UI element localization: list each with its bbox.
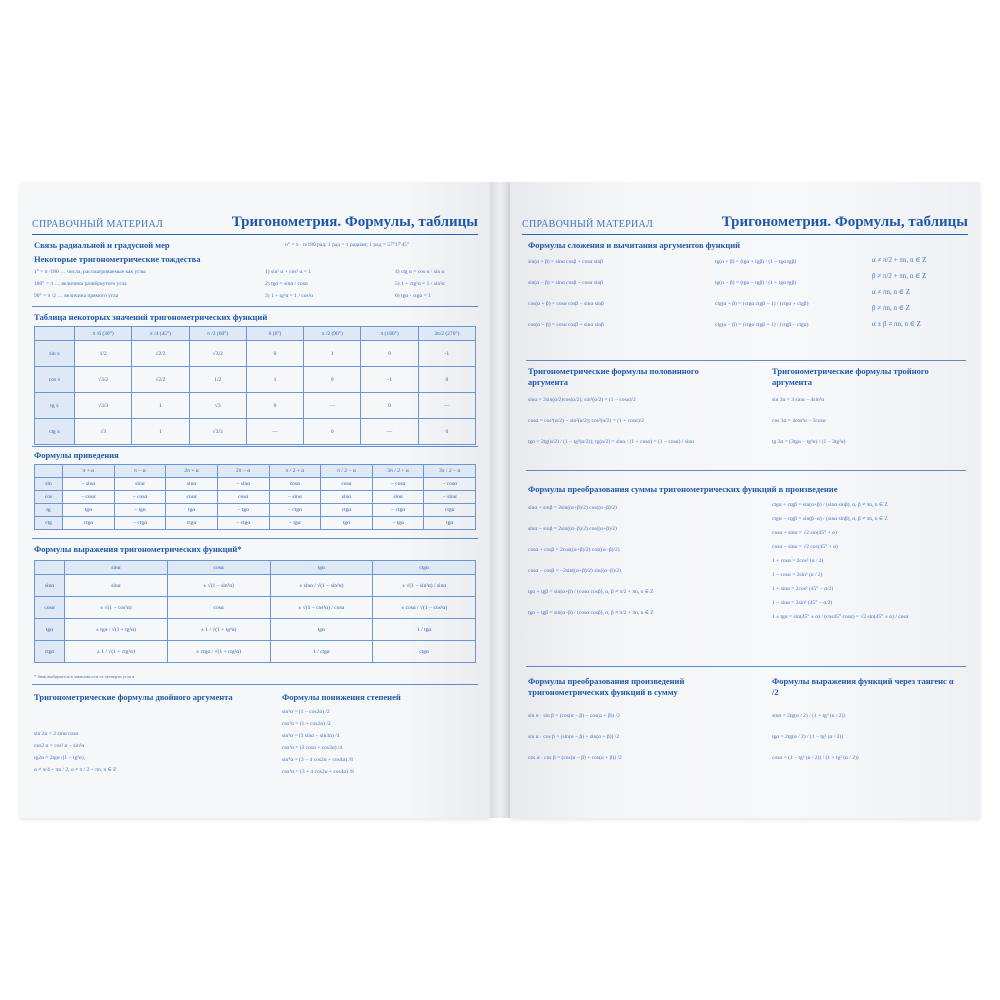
identity-line: 2) tgα = sinα / cosα [265,281,308,287]
table-row [35,619,476,641]
header-cell: π / 2 + α [269,465,321,478]
header-cell: sinα [65,561,168,575]
formula-line: cosα = cos²(α/2) − sin²(α/2); cos²(α/2) = (1 + cosα)/2 [528,418,644,424]
header-cell [35,327,75,341]
formula-line: α ≠ π/4 + πn / 2, α ≠ π / 2 + πn, n ∈ Z [34,767,117,773]
power-reduction-formulas [282,706,354,778]
table-cell: ± 1 / √(1 + ctg²α) [65,641,168,663]
section-addition: Формулы сложения и вычитания аргументов функций [528,240,741,250]
table-header-row [35,465,476,478]
table-cell: ctgα [373,641,476,663]
table-cell: − tgα [372,517,424,530]
addition-conditions [872,252,926,332]
formula-line: 1 − sinα = 2sin² (45° − α/2) [772,600,833,606]
condition-line: β ≠ π/2 + πn, n ∈ Z [872,272,927,280]
right-header-label: СПРАВОЧНЫЙ МАТЕРИАЛ [522,219,654,230]
table-cell: ± tgα / √(1 + tg²α) [65,619,168,641]
row-header: tg [35,504,63,517]
table-cell: 0 [418,419,475,445]
header-cell: 3π / 2 − α [424,465,476,478]
product-to-sum-formulas [528,706,622,769]
header-cell: π / 2 − α [321,465,373,478]
left-header-label: СПРАВОЧНЫЙ МАТЕРИАЛ [32,219,164,230]
reduction-table [34,464,476,530]
table-cell: cosα [269,478,321,491]
radian-formula: n° = π · n/180 рад; 1 рад = 1 радиан; 1 рад = 57°17'45" [285,242,410,248]
right-page-header [522,206,968,235]
formula-line: cosα = (1 − tg² (α / 2)) / (1 + tg² (α / 2)) [772,755,859,761]
table-cell: − sinα [424,491,476,504]
identity-line: 90° = π /2 … величина прямого угла [34,293,119,299]
table-row [35,641,476,663]
identity-line: 5) 1 + ctg²α = 1 / sin²α [395,281,445,287]
table-cell: 1 / ctgα [270,641,373,663]
section-identities: Некоторые тригонометрические тождества [34,254,201,264]
table-cell: 0 [418,367,475,393]
header-cell: π /4 (45°) [132,327,189,341]
formula-line: sin α · sin β = (cos(α − β) − cos(α + β)) /2 [528,713,620,719]
section-power-reduction: Формулы понижения степеней [282,692,401,702]
header-cell: cosα [167,561,270,575]
table-cell: 1 [132,419,189,445]
section-product-to-sum: Формулы преобразования произведений тригонометрических функций в сумму [528,676,685,697]
table-cell: cosα [166,491,218,504]
table-cell: 0 [304,367,361,393]
table-cell: 1 / tgα [373,619,476,641]
section-triple-argument: Тригонометрические формулы тройного аргумента [772,366,929,387]
row-header: sin x [35,341,75,367]
formula-line: cos²α = (1 + cos2α) /2 [282,721,331,727]
table-row [35,341,476,367]
table-cell: √2/2 [132,367,189,393]
formula-line: cos2 α = cos² α − sin²α [34,743,85,749]
section-double-argument: Тригонометрические формулы двойного аргумента [34,692,233,702]
table-cell: ctgα [63,517,115,530]
identity-line: 4) ctg α = cos α / sin α [395,269,445,275]
formula-line: sinα + sinβ = 2sin((α+β)/2) cos((α−β)/2) [528,505,617,511]
identity-line: 3) 1 + tg²α = 1 / cos²α [265,293,314,299]
table-cell: √3/3 [189,419,246,445]
formula-line: cos(α + β) = cosα cosβ − sinα sinβ [528,301,604,307]
half-tangent-formulas [772,706,859,769]
table-cell: √3/2 [75,367,132,393]
identities-col-2 [265,266,313,302]
divider [32,306,478,307]
formula-line: tg(α + β) = (tgα + tgβ) / (1 − tgα tgβ) [715,259,797,265]
divider [526,666,966,667]
row-header: ctg x [35,419,75,445]
condition-line: α ≠ π/2 + πn, n ∈ Z [872,256,927,264]
row-header: ctg [35,517,63,530]
sum-to-product-col-2 [772,498,908,624]
table-cell: — [304,393,361,419]
left-page [20,182,490,818]
triple-argument-formulas [772,390,845,453]
formula-line: ctg(α − β) = (ctgα ctgβ + 1) / (ctgβ − ctgα) [715,322,809,328]
formula-line: ctgα − ctgβ = sin(β−α) / (sinα sinβ), α, β ≠ πn, n ∈ Z [772,516,888,522]
table-cell: ctgα [166,517,218,530]
header-cell: π /3 (60°) [189,327,246,341]
header-cell: π (180°) [361,327,418,341]
notebook-spine [490,182,510,818]
formula-line: sinα − sinβ = 2sin((α−β)/2) cos((α+β)/2) [528,526,617,532]
formula-line: sin 3α = 3 sinα − 4sin³α [772,397,825,403]
formula-line: sin(α − β) = sinα cosβ − cosα sinβ [528,280,603,286]
header-cell: π /6 (30°) [75,327,132,341]
formula-line: sin²α = (1 − cos2α) /2 [282,709,330,715]
section-radian-degree: Связь радиальной и градусной мер [34,240,170,250]
table-cell: − ctgα [217,517,269,530]
formula-line: cos(α − β) = cosα cosβ + sinα sinβ [528,322,604,328]
formula-line: 1 + cosα = 2cos² (α / 2) [772,558,824,564]
section-values-table: Таблица некоторых значений тригонометрических функций [34,312,268,322]
header-cell: 3π/2 (270°) [418,327,475,341]
header-cell: 2π + α [166,465,218,478]
formula-line: sinα = 2tg(α / 2) / (1 + tg² (α / 2)) [772,713,846,719]
table-cell: − sinα [217,478,269,491]
divider [32,684,478,685]
right-page [510,182,980,818]
table-cell: sinα [65,575,168,597]
formula-line: cos α · cos β = (cos(α − β) + cos(α + β)) /2 [528,755,622,761]
double-argument-formulas [34,728,116,776]
divider [32,446,478,447]
divider [526,470,966,471]
header-cell: π /2 (90°) [304,327,361,341]
header-cell [35,561,65,575]
formula-line: sin(α + β) = sinα cosβ + cosα sinβ [528,259,603,265]
table-cell: ctgα [321,504,373,517]
row-header: cos x [35,367,75,393]
table-cell: sinα [372,491,424,504]
header-cell: ctgα [373,561,476,575]
table-cell: − cosα [63,491,115,504]
section-reduction: Формулы приведения [34,450,119,460]
table-cell: cosα [167,597,270,619]
table-cell: √3/3 [75,393,132,419]
row-header: sinα [35,575,65,597]
table-cell: 0 [304,419,361,445]
formula-line: tgα − tgβ = sin(α−β) / (cosα cosβ), α, β ≠ π/2 + πn, n ∈ Z [528,610,654,616]
table-row [35,419,476,445]
table-cell: tgα [321,517,373,530]
table-cell: 1 [304,341,361,367]
table-cell: ± cosα / √(1 − cos²α) [373,597,476,619]
table-cell: tgα [166,504,218,517]
header-cell: π + α [63,465,115,478]
table-cell: ± √(1 − cos²α) [65,597,168,619]
formula-line: 1 + sinα = 2cos² (45° − α/2) [772,586,834,592]
row-header: tg x [35,393,75,419]
identities-col-3 [395,266,445,302]
values-table [34,326,476,445]
formula-line: cos 3α = 4cos³α − 3cosα [772,418,826,424]
formula-line: cos⁴α = (3 + 4 cos2α + cos4α) /8 [282,769,354,775]
expression-table [34,560,476,663]
formula-line: ctg(α + β) = (ctgα ctgβ − 1) / (ctgα + ctgβ) [715,301,809,307]
formula-line: tgα = 2tg(α/2) / (1 − tg²(α/2)); tg(α/2) = sinα / (1 + cosα) = (1 − cosα) / sinα [528,439,694,445]
condition-line: β ≠ πn, n ∈ Z [872,304,910,312]
formula-line: cos³α = (3 cosα + cos3α) /4 [282,745,343,751]
table-cell: − ctgα [269,504,321,517]
table-cell: ± √(1 − cos²α) / cosα [270,597,373,619]
table-cell: − tgα [269,517,321,530]
table-cell: 1 [132,393,189,419]
table-cell: sinα [166,478,218,491]
identity-line: 1) sin² α + cos² α = 1 [265,269,311,275]
table-cell: tgα [270,619,373,641]
table-cell: cosα [321,478,373,491]
table-cell: ± ctgα / √(1 + ctg²α) [167,641,270,663]
table-row [35,478,476,491]
formula-line: 1 ± tgα = sin(45° ± α) / (cos45° cosα) = √2 sin(45° ± α) / cosα [772,614,909,620]
table-header-row [35,561,476,575]
formula-line: tgα = 2tg(α / 2) / (1 − tg² (α / 2)) [772,734,844,740]
formula-line: sin³α = (3 sinα − sin3α) /4 [282,733,340,739]
row-header: cos [35,491,63,504]
formula-line: cosα + sinα = √2 sin(45° + α) [772,530,837,536]
table-row [35,517,476,530]
table-cell: 0 [246,341,303,367]
table-cell: — [361,419,418,445]
formula-line: cosα − sinα = √2 cos(45° + α) [772,544,838,550]
header-cell: tgα [270,561,373,575]
formula-line: sin⁴α = (3 − 4 cos2α + cos4α) /8 [282,757,353,763]
table-cell: -1 [361,367,418,393]
identities-col-1 [34,266,146,302]
divider [32,538,478,539]
formula-line: tg2α = 2tgα /(1 − tg²α), [34,755,86,761]
header-cell: 3π / 2 + α [372,465,424,478]
table-cell: √3 [189,393,246,419]
table-cell: 0 [361,341,418,367]
table-cell: 1 [246,367,303,393]
divider [526,360,966,361]
header-cell [35,465,63,478]
table-row [35,367,476,393]
addition-formulas-col-2 [715,252,808,336]
table-cell: 0 [361,393,418,419]
formula-line: tg 3α = (3tgα − tg³α) / (1 − 3tg²α) [772,439,846,445]
table-cell: − tgα [114,504,166,517]
table-cell: − cosα [424,478,476,491]
table-cell: ± 1 / √(1 + tg²α) [167,619,270,641]
row-header: ctgα [35,641,65,663]
row-header: tgα [35,619,65,641]
table-cell: − cosα [114,491,166,504]
table-cell: − cosα [372,478,424,491]
table-cell: − tgα [217,504,269,517]
table-row [35,597,476,619]
table-row [35,575,476,597]
formula-line: cosα − cosβ = −2sin((α+β)/2) sin((α−β)/2) [528,568,621,574]
formula-line: ctgα + ctgβ = sin(α+β) / (sinα sinβ), α, β ≠ πn, n ∈ Z [772,502,888,508]
expression-footnote: * Знак выбирается в зависимости от четверти угла α [34,674,135,679]
condition-line: α ≠ πn, n ∈ Z [872,288,911,296]
table-cell: ± sinα / √(1 − sin²α) [270,575,373,597]
header-cell: π − α [114,465,166,478]
row-header: cosα [35,597,65,619]
table-cell: − ctgα [114,517,166,530]
left-page-header [32,206,478,235]
table-cell: ± √(1 − sin²α) / sinα [373,575,476,597]
table-cell: tgα [63,504,115,517]
section-half-tangent: Формулы выражения функций через тангенс α /2 [772,676,954,697]
section-expression: Формулы выражения тригонометрических функций* [34,544,242,554]
table-cell: √3 [75,419,132,445]
half-argument-formulas [528,390,694,453]
identity-line: 180° = π … величина развёрнутого угла [34,281,127,287]
left-header-title: Тригонометрия. Формулы, таблицы [231,214,478,230]
table-cell: 1/2 [189,367,246,393]
row-header: sin [35,478,63,491]
formula-line: sin 2α = 2 sinα cosα [34,731,79,737]
formula-line: tg(α − β) = (tgα − tgβ) / (1 + tgα tgβ) [715,280,797,286]
identity-line: 6) tgα · ctgα = 1 [395,293,431,299]
formula-line: cosα + cosβ = 2cos((α+β)/2) cos((α−β)/2) [528,547,620,553]
table-cell: cosα [217,491,269,504]
formula-line: 1 − cosα = 2sin² (α / 2) [772,572,823,578]
table-cell: — [246,419,303,445]
table-header-row [35,327,476,341]
table-cell: sinα [321,491,373,504]
table-cell: √3/2 [189,341,246,367]
identity-line: 1° = π /180 … числа, рассматриваемые как углы [34,269,146,275]
table-cell: − sinα [269,491,321,504]
formula-line: sinα = 2sin(α/2)cos(α/2); sin²(α/2) = (1 − cosα)/2 [528,397,636,403]
condition-line: α ± β ≠ πn, n ∈ Z [872,320,921,328]
sum-to-product-col-1 [528,498,654,624]
table-cell: ± √(1 − sin²α) [167,575,270,597]
formula-line: sin α · cos β = (sin(α − β) + sin(α + β)) /2 [528,734,620,740]
table-cell: tgα [424,517,476,530]
table-cell: √2/2 [132,341,189,367]
table-cell: sinα [114,478,166,491]
table-cell: − sinα [63,478,115,491]
addition-formulas-col-1 [528,252,604,336]
table-cell: 1/2 [75,341,132,367]
table-cell: − ctgα [372,504,424,517]
formula-line: tgα + tgβ = sin(α+β) / (cosα cosβ), α, β ≠ π/2 + πn, n ∈ Z [528,589,654,595]
open-notebook [20,182,980,830]
section-half-argument: Тригонометрические формулы половинного аргумента [528,366,699,387]
table-cell: -1 [418,341,475,367]
table-row [35,393,476,419]
table-cell: — [418,393,475,419]
section-sum-to-product: Формулы преобразования суммы тригонометрических функций в произведение [528,484,838,494]
table-row [35,491,476,504]
header-cell: 2π − α [217,465,269,478]
table-row [35,504,476,517]
header-cell: 0 (0°) [246,327,303,341]
right-header-title: Тригонометрия. Формулы, таблицы [721,214,968,230]
table-cell: ctgα [424,504,476,517]
table-cell: 0 [246,393,303,419]
